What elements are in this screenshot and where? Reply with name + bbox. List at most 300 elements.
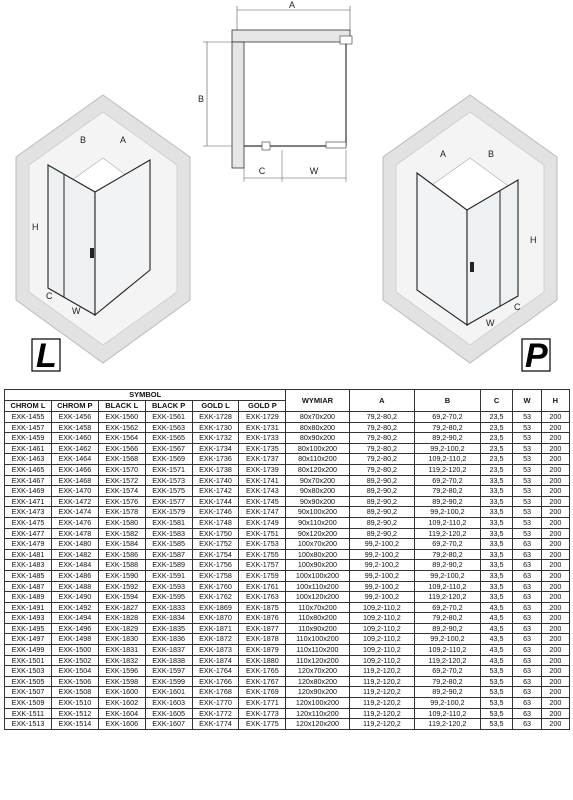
table-cell: EXK-1461 bbox=[5, 443, 52, 454]
table-cell: EXK-1607 bbox=[145, 719, 192, 730]
table-cell: EXK-1494 bbox=[51, 613, 98, 624]
table-cell: 63 bbox=[513, 613, 541, 624]
table-cell: 63 bbox=[513, 560, 541, 571]
table-cell: 53 bbox=[513, 422, 541, 433]
table-cell: EXK-1507 bbox=[5, 687, 52, 698]
table-cell: EXK-1741 bbox=[239, 475, 286, 486]
table-cell: 200 bbox=[541, 719, 569, 730]
table-cell: EXK-1754 bbox=[192, 549, 239, 560]
table-cell: 79,2-80,2 bbox=[415, 549, 481, 560]
table-cell: EXK-1460 bbox=[51, 433, 98, 444]
table-cell: EXK-1875 bbox=[239, 602, 286, 613]
table-cell: 63 bbox=[513, 539, 541, 550]
table-cell: EXK-1734 bbox=[192, 443, 239, 454]
table-cell: EXK-1830 bbox=[98, 634, 145, 645]
table-cell: EXK-1491 bbox=[5, 602, 52, 613]
table-cell: EXK-1770 bbox=[192, 698, 239, 709]
table-cell: 89,2-90,2 bbox=[349, 528, 415, 539]
table-cell: 33,5 bbox=[480, 486, 513, 497]
top-label-c: C bbox=[258, 166, 266, 176]
table-cell: 200 bbox=[541, 687, 569, 698]
table-cell: EXK-1508 bbox=[51, 687, 98, 698]
table-cell: 80x110x200 bbox=[286, 454, 349, 465]
table-cell: EXK-1497 bbox=[5, 634, 52, 645]
table-cell: 89,2-90,2 bbox=[415, 496, 481, 507]
table-cell: 200 bbox=[541, 655, 569, 666]
table-row bbox=[5, 719, 570, 730]
table-row bbox=[5, 708, 570, 719]
table-cell: EXK-1879 bbox=[239, 645, 286, 656]
right-label-b: B bbox=[488, 149, 495, 159]
table-cell: 109,2-110,2 bbox=[415, 581, 481, 592]
table-cell: EXK-1498 bbox=[51, 634, 98, 645]
table-cell: 200 bbox=[541, 666, 569, 677]
header-a: A bbox=[349, 390, 415, 412]
table-cell: EXK-1730 bbox=[192, 422, 239, 433]
table-cell: EXK-1600 bbox=[98, 687, 145, 698]
table-cell: EXK-1463 bbox=[5, 454, 52, 465]
table-row bbox=[5, 507, 570, 518]
table-row bbox=[5, 634, 570, 645]
table-cell: 53,5 bbox=[480, 698, 513, 709]
table-cell: EXK-1485 bbox=[5, 570, 52, 581]
table-cell: 109,2-110,2 bbox=[349, 634, 415, 645]
table-cell: EXK-1513 bbox=[5, 719, 52, 730]
table-cell: EXK-1729 bbox=[239, 412, 286, 423]
table-cell: EXK-1484 bbox=[51, 560, 98, 571]
table-cell: EXK-1574 bbox=[98, 486, 145, 497]
table-cell: 53,5 bbox=[480, 676, 513, 687]
table-cell: 63 bbox=[513, 634, 541, 645]
table-cell: EXK-1510 bbox=[51, 698, 98, 709]
table-cell: EXK-1598 bbox=[98, 676, 145, 687]
table-cell: EXK-1591 bbox=[145, 570, 192, 581]
table-cell: EXK-1584 bbox=[98, 539, 145, 550]
table-cell: 119,2-120,2 bbox=[349, 698, 415, 709]
table-cell: EXK-1767 bbox=[239, 676, 286, 687]
table-cell: 33,5 bbox=[480, 592, 513, 603]
table-cell: EXK-1468 bbox=[51, 475, 98, 486]
table-cell: 200 bbox=[541, 412, 569, 423]
table-cell: 100x90x200 bbox=[286, 560, 349, 571]
table-cell: EXK-1603 bbox=[145, 698, 192, 709]
table-cell: 53 bbox=[513, 507, 541, 518]
table-cell: 200 bbox=[541, 613, 569, 624]
table-cell: 90x100x200 bbox=[286, 507, 349, 518]
table-cell: 63 bbox=[513, 645, 541, 656]
table-cell: 63 bbox=[513, 708, 541, 719]
table-cell: EXK-1743 bbox=[239, 486, 286, 497]
table-cell: 200 bbox=[541, 486, 569, 497]
table-cell: 200 bbox=[541, 560, 569, 571]
table-cell: 109,2-110,2 bbox=[415, 708, 481, 719]
table-cell: EXK-1596 bbox=[98, 666, 145, 677]
table-cell: 119,2-120,2 bbox=[415, 528, 481, 539]
table-cell: 89,2-90,2 bbox=[349, 496, 415, 507]
table-cell: 200 bbox=[541, 475, 569, 486]
top-plan-view bbox=[198, 0, 352, 182]
table-cell: 53,5 bbox=[480, 687, 513, 698]
table-cell: EXK-1465 bbox=[5, 464, 52, 475]
table-cell: EXK-1828 bbox=[98, 613, 145, 624]
table-row bbox=[5, 464, 570, 475]
table-cell: EXK-1876 bbox=[239, 613, 286, 624]
right-label-a: A bbox=[440, 149, 447, 159]
table-cell: EXK-1578 bbox=[98, 507, 145, 518]
table-cell: EXK-1748 bbox=[192, 517, 239, 528]
table-row bbox=[5, 666, 570, 677]
table-cell: 99,2-100,2 bbox=[415, 698, 481, 709]
table-cell: 110x100x200 bbox=[286, 634, 349, 645]
table-cell: 23,5 bbox=[480, 454, 513, 465]
header-black-p: BLACK P bbox=[145, 401, 192, 412]
table-cell: 43,5 bbox=[480, 655, 513, 666]
table-cell: EXK-1837 bbox=[145, 645, 192, 656]
table-cell: 99,2-100,2 bbox=[349, 581, 415, 592]
table-cell: EXK-1501 bbox=[5, 655, 52, 666]
header-w: W bbox=[513, 390, 541, 412]
table-cell: 200 bbox=[541, 422, 569, 433]
table-cell: 33,5 bbox=[480, 507, 513, 518]
table-cell: EXK-1874 bbox=[192, 655, 239, 666]
table-row bbox=[5, 570, 570, 581]
table-row bbox=[5, 486, 570, 497]
table-cell: EXK-1576 bbox=[98, 496, 145, 507]
table-cell: 99,2-100,2 bbox=[415, 570, 481, 581]
table-cell: EXK-1831 bbox=[98, 645, 145, 656]
table-cell: 53,5 bbox=[480, 666, 513, 677]
table-cell: EXK-1739 bbox=[239, 464, 286, 475]
top-wall-side bbox=[232, 42, 244, 168]
table-cell: EXK-1733 bbox=[239, 433, 286, 444]
table-cell: 120x120x200 bbox=[286, 719, 349, 730]
table-cell: 79,2-80,2 bbox=[349, 433, 415, 444]
table-cell: 100x120x200 bbox=[286, 592, 349, 603]
table-cell: EXK-1735 bbox=[239, 443, 286, 454]
table-row bbox=[5, 592, 570, 603]
table-row bbox=[5, 496, 570, 507]
table-cell: EXK-1771 bbox=[239, 698, 286, 709]
table-cell: EXK-1766 bbox=[192, 676, 239, 687]
header-gold-l: GOLD L bbox=[192, 401, 239, 412]
table-row bbox=[5, 581, 570, 592]
table-cell: EXK-1747 bbox=[239, 507, 286, 518]
table-cell: 119,2-120,2 bbox=[415, 464, 481, 475]
table-cell: 80x90x200 bbox=[286, 433, 349, 444]
table-row bbox=[5, 412, 570, 423]
spec-table bbox=[4, 389, 570, 730]
table-cell: 80x100x200 bbox=[286, 443, 349, 454]
table-cell: 119,2-120,2 bbox=[415, 592, 481, 603]
table-cell: 200 bbox=[541, 454, 569, 465]
table-row bbox=[5, 698, 570, 709]
table-cell: EXK-1562 bbox=[98, 422, 145, 433]
table-cell: 53,5 bbox=[480, 719, 513, 730]
table-cell: EXK-1572 bbox=[98, 475, 145, 486]
top-label-w: W bbox=[309, 166, 319, 176]
table-cell: 89,2-90,2 bbox=[349, 517, 415, 528]
table-row bbox=[5, 560, 570, 571]
table-cell: 200 bbox=[541, 634, 569, 645]
table-cell: EXK-1563 bbox=[145, 422, 192, 433]
table-cell: EXK-1595 bbox=[145, 592, 192, 603]
table-cell: EXK-1580 bbox=[98, 517, 145, 528]
table-cell: 33,5 bbox=[480, 549, 513, 560]
table-cell: 63 bbox=[513, 602, 541, 613]
table-cell: EXK-1602 bbox=[98, 698, 145, 709]
table-cell: EXK-1586 bbox=[98, 549, 145, 560]
table-cell: EXK-1827 bbox=[98, 602, 145, 613]
table-cell: EXK-1731 bbox=[239, 422, 286, 433]
table-cell: 79,2-80,2 bbox=[349, 412, 415, 423]
table-cell: 119,2-120,2 bbox=[349, 687, 415, 698]
table-cell: 43,5 bbox=[480, 645, 513, 656]
table-cell: 33,5 bbox=[480, 528, 513, 539]
table-cell: 200 bbox=[541, 623, 569, 634]
table-cell: 90x80x200 bbox=[286, 486, 349, 497]
table-cell: EXK-1592 bbox=[98, 581, 145, 592]
table-cell: 200 bbox=[541, 507, 569, 518]
table-cell: 43,5 bbox=[480, 634, 513, 645]
table-cell: EXK-1560 bbox=[98, 412, 145, 423]
table-cell: EXK-1479 bbox=[5, 539, 52, 550]
table-cell: 63 bbox=[513, 676, 541, 687]
table-cell: 119,2-120,2 bbox=[349, 676, 415, 687]
table-cell: EXK-1836 bbox=[145, 634, 192, 645]
table-cell: 200 bbox=[541, 676, 569, 687]
table-cell: EXK-1593 bbox=[145, 581, 192, 592]
table-cell: 89,2-90,2 bbox=[415, 623, 481, 634]
table-row bbox=[5, 655, 570, 666]
table-cell: EXK-1764 bbox=[192, 666, 239, 677]
table-cell: 23,5 bbox=[480, 443, 513, 454]
table-cell: EXK-1502 bbox=[51, 655, 98, 666]
top-label-a: A bbox=[288, 0, 296, 10]
table-cell: EXK-1464 bbox=[51, 454, 98, 465]
table-cell: 63 bbox=[513, 698, 541, 709]
table-cell: EXK-1745 bbox=[239, 496, 286, 507]
table-cell: EXK-1604 bbox=[98, 708, 145, 719]
table-cell: EXK-1458 bbox=[51, 422, 98, 433]
table-cell: EXK-1587 bbox=[145, 549, 192, 560]
table-cell: EXK-1496 bbox=[51, 623, 98, 634]
table-cell: 110x80x200 bbox=[286, 613, 349, 624]
table-cell: EXK-1577 bbox=[145, 496, 192, 507]
table-cell: EXK-1757 bbox=[239, 560, 286, 571]
table-cell: 200 bbox=[541, 496, 569, 507]
table-cell: EXK-1753 bbox=[239, 539, 286, 550]
table-cell: 100x70x200 bbox=[286, 539, 349, 550]
right-label-h: H bbox=[530, 235, 537, 245]
table-cell: 80x80x200 bbox=[286, 422, 349, 433]
table-cell: EXK-1581 bbox=[145, 517, 192, 528]
table-cell: EXK-1469 bbox=[5, 486, 52, 497]
table-cell: EXK-1579 bbox=[145, 507, 192, 518]
table-cell: EXK-1737 bbox=[239, 454, 286, 465]
table-cell: EXK-1462 bbox=[51, 443, 98, 454]
table-cell: 99,2-100,2 bbox=[349, 560, 415, 571]
table-cell: EXK-1480 bbox=[51, 539, 98, 550]
table-cell: 109,2-110,2 bbox=[349, 623, 415, 634]
table-cell: EXK-1744 bbox=[192, 496, 239, 507]
table-cell: 63 bbox=[513, 623, 541, 634]
table-cell: EXK-1495 bbox=[5, 623, 52, 634]
table-cell: 120x110x200 bbox=[286, 708, 349, 719]
table-row bbox=[5, 454, 570, 465]
table-cell: EXK-1473 bbox=[5, 507, 52, 518]
table-cell: EXK-1483 bbox=[5, 560, 52, 571]
table-cell: 100x110x200 bbox=[286, 581, 349, 592]
table-cell: EXK-1467 bbox=[5, 475, 52, 486]
table-cell: EXK-1758 bbox=[192, 570, 239, 581]
table-cell: EXK-1834 bbox=[145, 613, 192, 624]
table-cell: 63 bbox=[513, 655, 541, 666]
table-cell: EXK-1755 bbox=[239, 549, 286, 560]
table-cell: 53 bbox=[513, 528, 541, 539]
table-cell: 110x120x200 bbox=[286, 655, 349, 666]
header-chrom-p: CHROM P bbox=[51, 401, 98, 412]
table-cell: EXK-1742 bbox=[192, 486, 239, 497]
left-label-a: A bbox=[120, 135, 127, 145]
table-cell: 69,2-70,2 bbox=[415, 666, 481, 677]
left-label-h: H bbox=[32, 222, 39, 232]
header-h: H bbox=[541, 390, 569, 412]
table-cell: EXK-1492 bbox=[51, 602, 98, 613]
table-cell: EXK-1470 bbox=[51, 486, 98, 497]
table-cell: EXK-1477 bbox=[5, 528, 52, 539]
table-cell: 200 bbox=[541, 708, 569, 719]
table-cell: 79,2-80,2 bbox=[415, 676, 481, 687]
table-cell: EXK-1585 bbox=[145, 539, 192, 550]
table-cell: EXK-1481 bbox=[5, 549, 52, 560]
table-cell: EXK-1475 bbox=[5, 517, 52, 528]
table-cell: 53 bbox=[513, 496, 541, 507]
table-cell: EXK-1472 bbox=[51, 496, 98, 507]
table-cell: EXK-1872 bbox=[192, 634, 239, 645]
table-cell: EXK-1471 bbox=[5, 496, 52, 507]
header-black-l: BLACK L bbox=[98, 401, 145, 412]
table-cell: 23,5 bbox=[480, 412, 513, 423]
table-cell: EXK-1476 bbox=[51, 517, 98, 528]
table-cell: 23,5 bbox=[480, 433, 513, 444]
table-cell: 33,5 bbox=[480, 496, 513, 507]
table-cell: EXK-1564 bbox=[98, 433, 145, 444]
table-cell: EXK-1509 bbox=[5, 698, 52, 709]
table-cell: EXK-1751 bbox=[239, 528, 286, 539]
table-cell: EXK-1590 bbox=[98, 570, 145, 581]
table-cell: 99,2-100,2 bbox=[349, 570, 415, 581]
table-cell: 109,2-110,2 bbox=[349, 645, 415, 656]
table-cell: 80x70x200 bbox=[286, 412, 349, 423]
table-cell: 200 bbox=[541, 698, 569, 709]
right-3d-view bbox=[383, 95, 557, 375]
table-cell: EXK-1482 bbox=[51, 549, 98, 560]
table-cell: EXK-1500 bbox=[51, 645, 98, 656]
table-cell: 43,5 bbox=[480, 623, 513, 634]
table-cell: 53 bbox=[513, 464, 541, 475]
table-cell: 120x70x200 bbox=[286, 666, 349, 677]
left-badge: L bbox=[36, 337, 57, 375]
table-cell: 79,2-80,2 bbox=[349, 443, 415, 454]
table-cell: EXK-1736 bbox=[192, 454, 239, 465]
table-cell: EXK-1575 bbox=[145, 486, 192, 497]
table-cell: EXK-1490 bbox=[51, 592, 98, 603]
table-cell: EXK-1762 bbox=[192, 592, 239, 603]
table-cell: 33,5 bbox=[480, 539, 513, 550]
table-cell: EXK-1738 bbox=[192, 464, 239, 475]
table-cell: 100x100x200 bbox=[286, 570, 349, 581]
table-cell: 63 bbox=[513, 549, 541, 560]
table-cell: 53 bbox=[513, 433, 541, 444]
table-cell: EXK-1486 bbox=[51, 570, 98, 581]
table-cell: 43,5 bbox=[480, 602, 513, 613]
table-cell: EXK-1583 bbox=[145, 528, 192, 539]
table-cell: EXK-1505 bbox=[5, 676, 52, 687]
table-row bbox=[5, 422, 570, 433]
top-wall-back bbox=[232, 30, 350, 42]
table-cell: EXK-1774 bbox=[192, 719, 239, 730]
table-cell: EXK-1573 bbox=[145, 475, 192, 486]
table-cell: 33,5 bbox=[480, 475, 513, 486]
table-cell: EXK-1740 bbox=[192, 475, 239, 486]
table-cell: 200 bbox=[541, 464, 569, 475]
table-cell: EXK-1487 bbox=[5, 581, 52, 592]
table-cell: EXK-1504 bbox=[51, 666, 98, 677]
table-cell: EXK-1570 bbox=[98, 464, 145, 475]
table-row bbox=[5, 602, 570, 613]
header-wymiar: WYMIAR bbox=[286, 390, 349, 412]
table-cell: 53 bbox=[513, 454, 541, 465]
table-cell: EXK-1588 bbox=[98, 560, 145, 571]
table-cell: EXK-1488 bbox=[51, 581, 98, 592]
table-cell: EXK-1829 bbox=[98, 623, 145, 634]
table-cell: 109,2-110,2 bbox=[415, 645, 481, 656]
table-cell: EXK-1832 bbox=[98, 655, 145, 666]
table-cell: 119,2-120,2 bbox=[415, 655, 481, 666]
right-label-w: W bbox=[486, 318, 495, 328]
table-cell: EXK-1606 bbox=[98, 719, 145, 730]
left-label-w: W bbox=[72, 306, 81, 316]
header-gold-p: GOLD P bbox=[239, 401, 286, 412]
table-cell: EXK-1773 bbox=[239, 708, 286, 719]
table-cell: EXK-1769 bbox=[239, 687, 286, 698]
table-cell: 33,5 bbox=[480, 581, 513, 592]
table-cell: 99,2-100,2 bbox=[415, 634, 481, 645]
table-cell: EXK-1871 bbox=[192, 623, 239, 634]
table-cell: EXK-1561 bbox=[145, 412, 192, 423]
table-row bbox=[5, 433, 570, 444]
table-cell: EXK-1489 bbox=[5, 592, 52, 603]
table-row bbox=[5, 613, 570, 624]
table-row bbox=[5, 623, 570, 634]
table-cell: 79,2-80,2 bbox=[415, 422, 481, 433]
table-row bbox=[5, 443, 570, 454]
table-cell: 90x90x200 bbox=[286, 496, 349, 507]
table-row bbox=[5, 645, 570, 656]
table-row bbox=[5, 528, 570, 539]
table-cell: EXK-1870 bbox=[192, 613, 239, 624]
table-cell: 69,2-70,2 bbox=[415, 602, 481, 613]
table-cell: EXK-1506 bbox=[51, 676, 98, 687]
table-cell: 90x70x200 bbox=[286, 475, 349, 486]
table-cell: 89,2-90,2 bbox=[349, 486, 415, 497]
header-c: C bbox=[480, 390, 513, 412]
table-cell: 63 bbox=[513, 666, 541, 677]
table-cell: EXK-1503 bbox=[5, 666, 52, 677]
table-cell: 79,2-80,2 bbox=[415, 486, 481, 497]
table-cell: 109,2-110,2 bbox=[349, 613, 415, 624]
table-cell: 200 bbox=[541, 517, 569, 528]
